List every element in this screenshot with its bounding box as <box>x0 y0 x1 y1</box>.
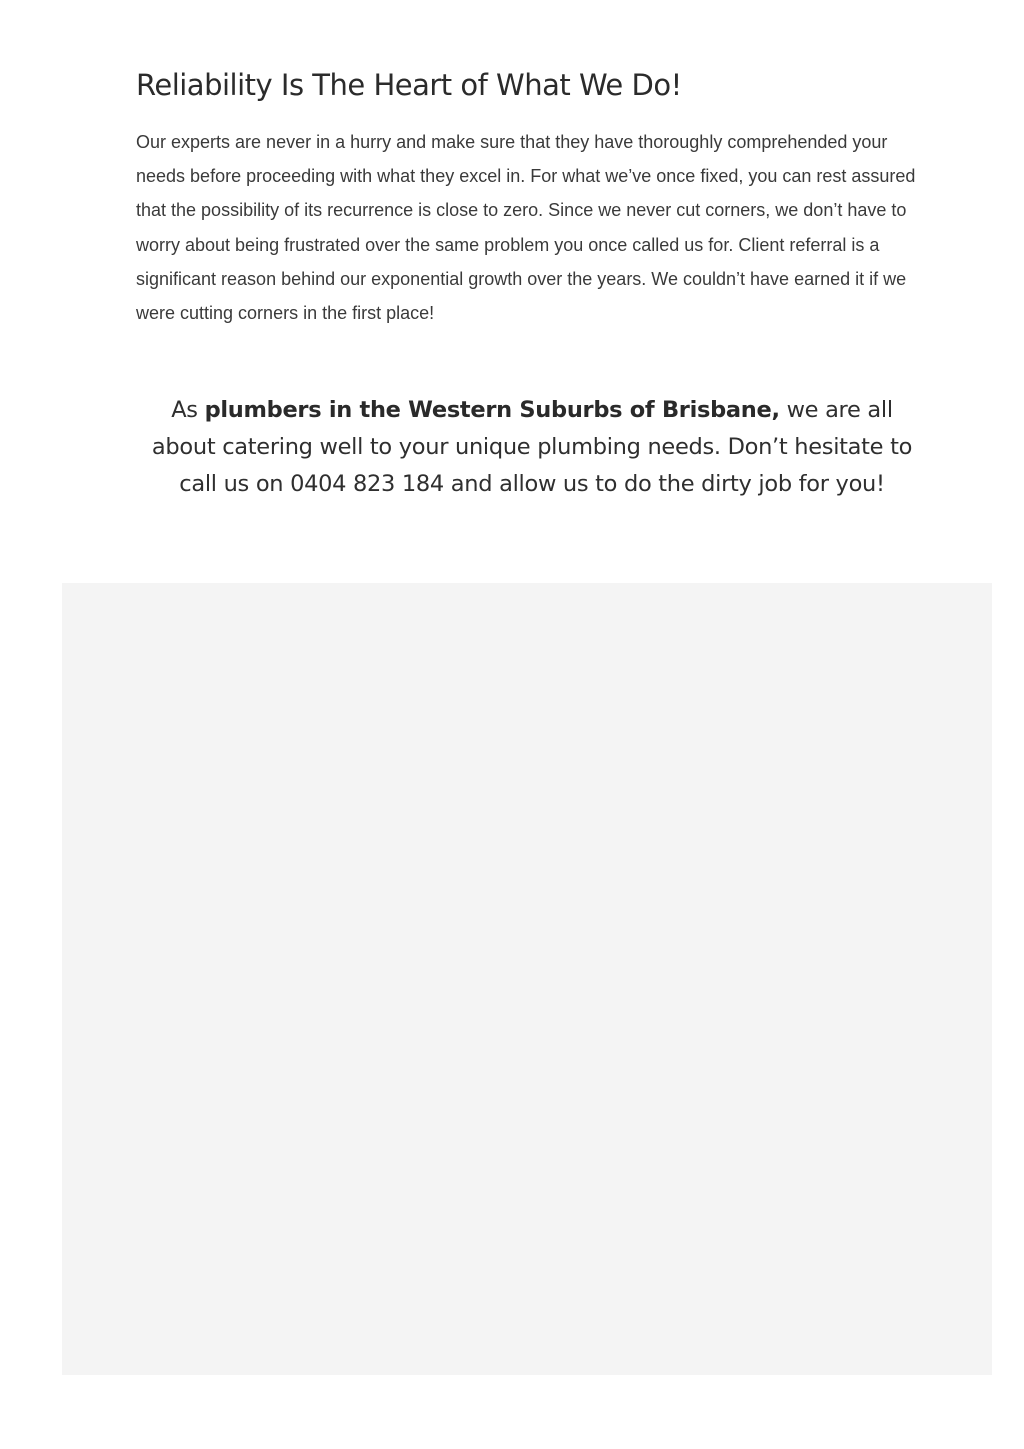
callout-prefix: As <box>171 397 205 423</box>
callout-suffix: we are all about catering well to your unique plumbing needs. Don’t hesitate to call us on 0404 823 184 and allow us to do the dirty job for you! <box>151 397 913 497</box>
section-heading: Reliability Is The Heart of What We Do! <box>136 68 682 102</box>
reliability-section <box>136 62 922 330</box>
call-to-action-text <box>150 392 914 503</box>
section-paragraph: Our experts are never in a hurry and make sure that they have thoroughly comprehended your needs before proceeding with what they excel in. For what we’ve once fixed, you can rest assured that the possibility of its recurrence is close to zero. Since we never cut corners, we don’t have to worry about being frustrated over the same problem you once called us for. Client referral is a significant reason behind our exponential growth over the years. We couldn’t have earned it if we were cutting corners in the first place! <box>136 132 916 324</box>
image-placeholder <box>62 583 992 1375</box>
callout-bold-text: plumbers in the Western Suburbs of Brisbane, <box>204 397 780 423</box>
